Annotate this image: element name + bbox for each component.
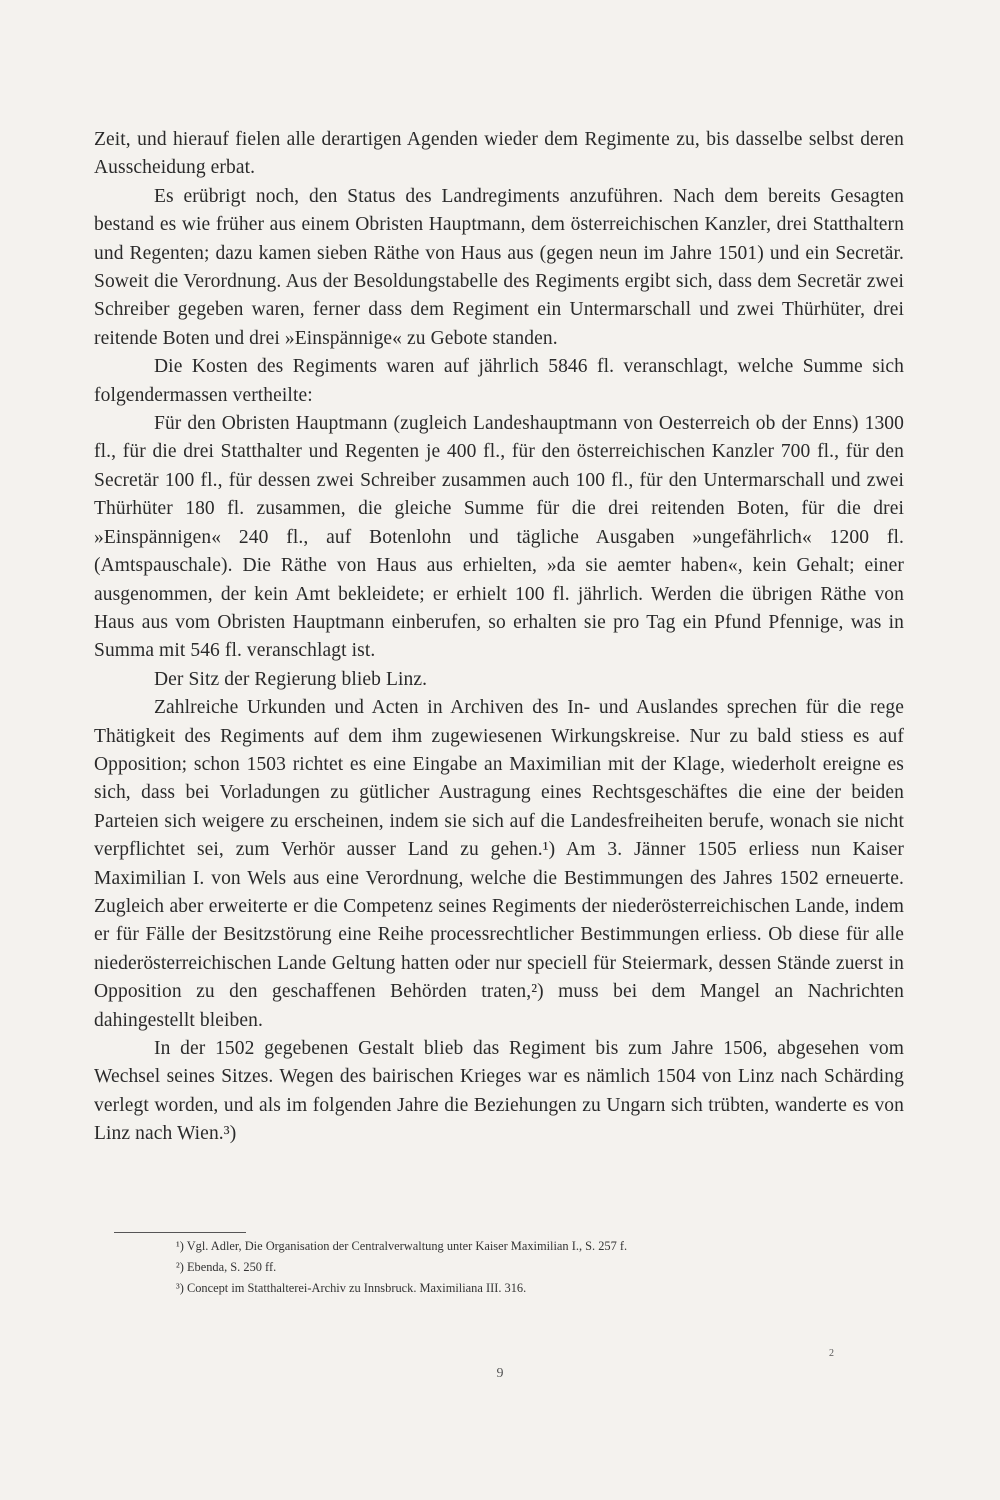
body-text (94, 126, 904, 1149)
paragraph: Zeit, und hierauf fielen alle derartigen Agenden wieder dem Regimente zu, bis dasselbe selbst deren Ausscheidung erbat. (94, 129, 904, 179)
footnotes (176, 1236, 896, 1299)
paragraph: In der 1502 gegebenen Gestalt blieb das Regiment bis zum Jahre 1506, abgesehen vom Wechsel seines Sitzes. Wegen des bairischen Krieges war es nämlich 1504 von Linz nach Schärding verlegt worden, und als im folgenden Jahre die Beziehungen zu Ungarn sich trübten, wanderte es von Linz nach Wien.³) (94, 1038, 904, 1145)
footnote-divider (114, 1232, 246, 1233)
footnote: ¹) Vgl. Adler, Die Organisation der Centralverwaltung unter Kaiser Maximilian I., S. 257 f. (176, 1239, 628, 1253)
paragraph: Die Kosten des Regiments waren auf jährlich 5846 fl. veranschlagt, welche Summe sich folgendermassen vertheilte: (94, 356, 904, 406)
footnote: ³) Concept im Statthalterei-Archiv zu Innsbruck. Maximiliana III. 316. (176, 1281, 527, 1295)
paragraph: Es erübrigt noch, den Status des Landregiments anzuführen. Nach dem bereits Gesagten bestand es wie früher aus einem Obristen Hauptmann, dem österreichischen Kanzler, drei Statthaltern und Regenten; dazu kamen sieben Räthe von Haus aus (gegen neun im Jahre 1501) und ein Secretär. Soweit die Verordnung. Aus der Besoldungstabelle des Regiments ergibt sich, dass dem Secretär zwei Schreiber gegeben waren, ferner dass dem Regiment ein Untermarschall und zwei Thürhüter, drei reitende Boten und drei »Einspännige« zu Gebote standen. (94, 185, 904, 349)
paragraph: Für den Obristen Hauptmann (zugleich Landeshauptmann von Oesterreich ob der Enns) 1300 fl., für die drei Statthalter und Regenten je 400 fl., für den österreichischen Kanzler 700 fl., für den Secretär 100 fl., für dessen zwei Schreiber zusammen auch 100 fl., für den Untermarschall und zwei Thürhüter 180 fl. zusammen, die gleiche Summe für die drei reitenden Boten, für die drei »Einspännigen« 240 fl., auf Botenlohn und tägliche Ausgaben »ungefährlich« 1200 fl. (Amtspauschale). Die Räthe von Haus aus erhielten, »da sie aemter haben«, kein Gehalt; einer ausgenommen, der kein Amt bekleidete; er erhielt 100 fl. jährlich. Werden die übrigen Räthe von Haus aus vom Obristen Hauptmann einberufen, so erhalten sie pro Tag ein Pfund Pfennige, was in Summa mit 546 fl. veranschlagt ist. (94, 413, 904, 662)
paragraph: Zahlreiche Urkunden und Acten in Archiven des In- und Auslandes sprechen für die rege Thätigkeit des Regiments auf dem ihm zugewiesenen Wirkungskreise. Nur zu bald stiess es auf Opposition; schon 1503 richtet es eine Eingabe an Maximilian mit der Klage, wiederholt ereigne es sich, dass bei Vorladungen zu gütlicher Austragung eines Rechtsgeschäftes die eine der beiden Parteien sich weigere zu erscheinen, indem sie sich auf die Landesfreiheiten berufe, wonach sie nicht verpflichtet sei, zum Verhör ausser Land zu gehen.¹) Am 3. Jänner 1505 erliess nun Kaiser Maximilian I. von Wels aus eine Verordnung, welche die Bestimmungen des Jahres 1502 erneuerte. Zugleich aber erweiterte er die Competenz seines Regiments der niederösterreichischen Lande, indem er für Fälle der Besitzstörung eine Reihe processrechtlicher Bestimmungen erliess. Ob diese für alle niederösterreichischen Lande Geltung hatten oder nur speciell für Steiermark, dessen Stände zuerst in Opposition zu den geschaffenen Behörden traten,²) muss bei dem Mangel an Nachrichten dahingestellt bleiben. (94, 697, 904, 1031)
paragraph: Der Sitz der Regierung blieb Linz. (154, 668, 428, 690)
page-number: 9 (496, 1366, 504, 1381)
signature-mark: 2 (829, 1348, 834, 1359)
footnote: ²) Ebenda, S. 250 ff. (176, 1260, 277, 1274)
